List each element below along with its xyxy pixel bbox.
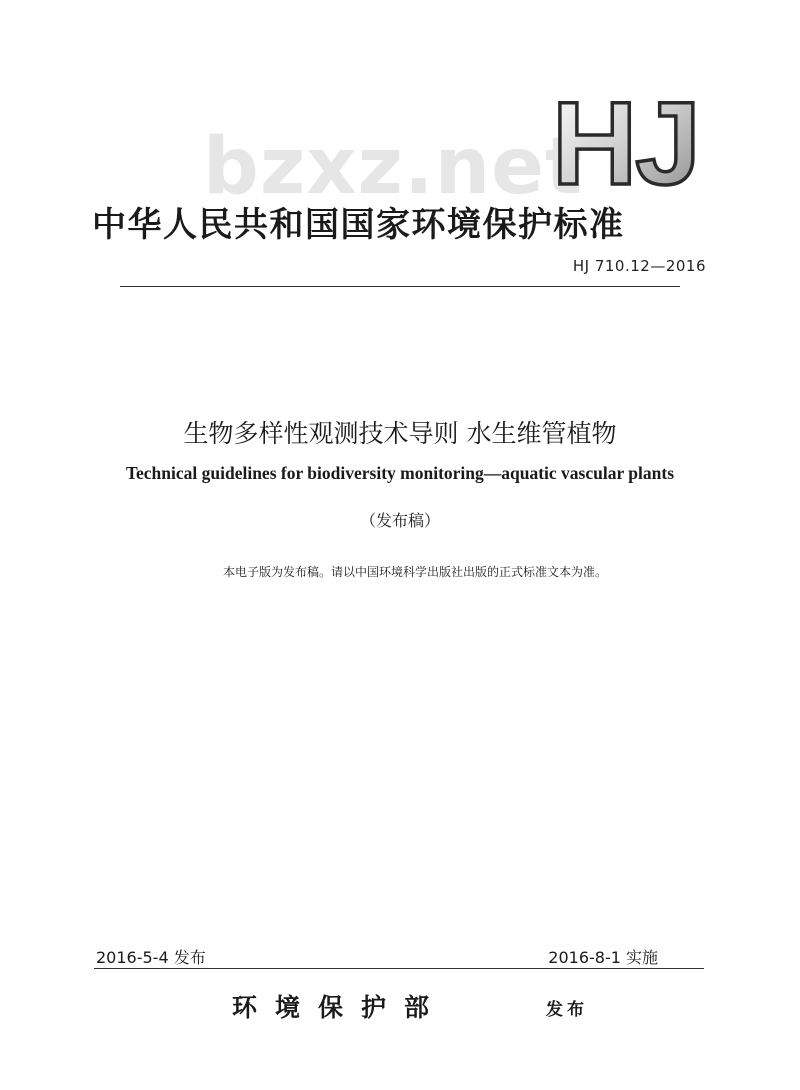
issue-date: 2016-5-4 发布 [96,948,206,967]
watermark: bzxz.net [203,122,584,212]
document-title-cn: 生物多样性观测技术导则 水生维管植物 [183,419,617,448]
org-title: 中华人民共和国国家环境保护标准 [92,205,625,245]
document-title-en: Technical guidelines for biodiversity monitoring—aquatic vascular plants [125,463,675,483]
effective-date: 2016-8-1 实施 [548,948,658,967]
draft-label: （发布稿） [359,511,440,530]
top-divider [120,286,680,287]
hj-logo [548,86,718,196]
standard-code: HJ 710.12—2016 [572,257,706,275]
publish-label: 发布 [546,1000,588,1020]
issuer: 环境保护部 [232,993,448,1022]
bottom-divider [94,968,704,969]
hj-logo-text: HJ [552,86,699,196]
notice-text: 本电子版为发布稿。请以中国环境科学出版社出版的正式标准文本为准。 [222,565,607,579]
